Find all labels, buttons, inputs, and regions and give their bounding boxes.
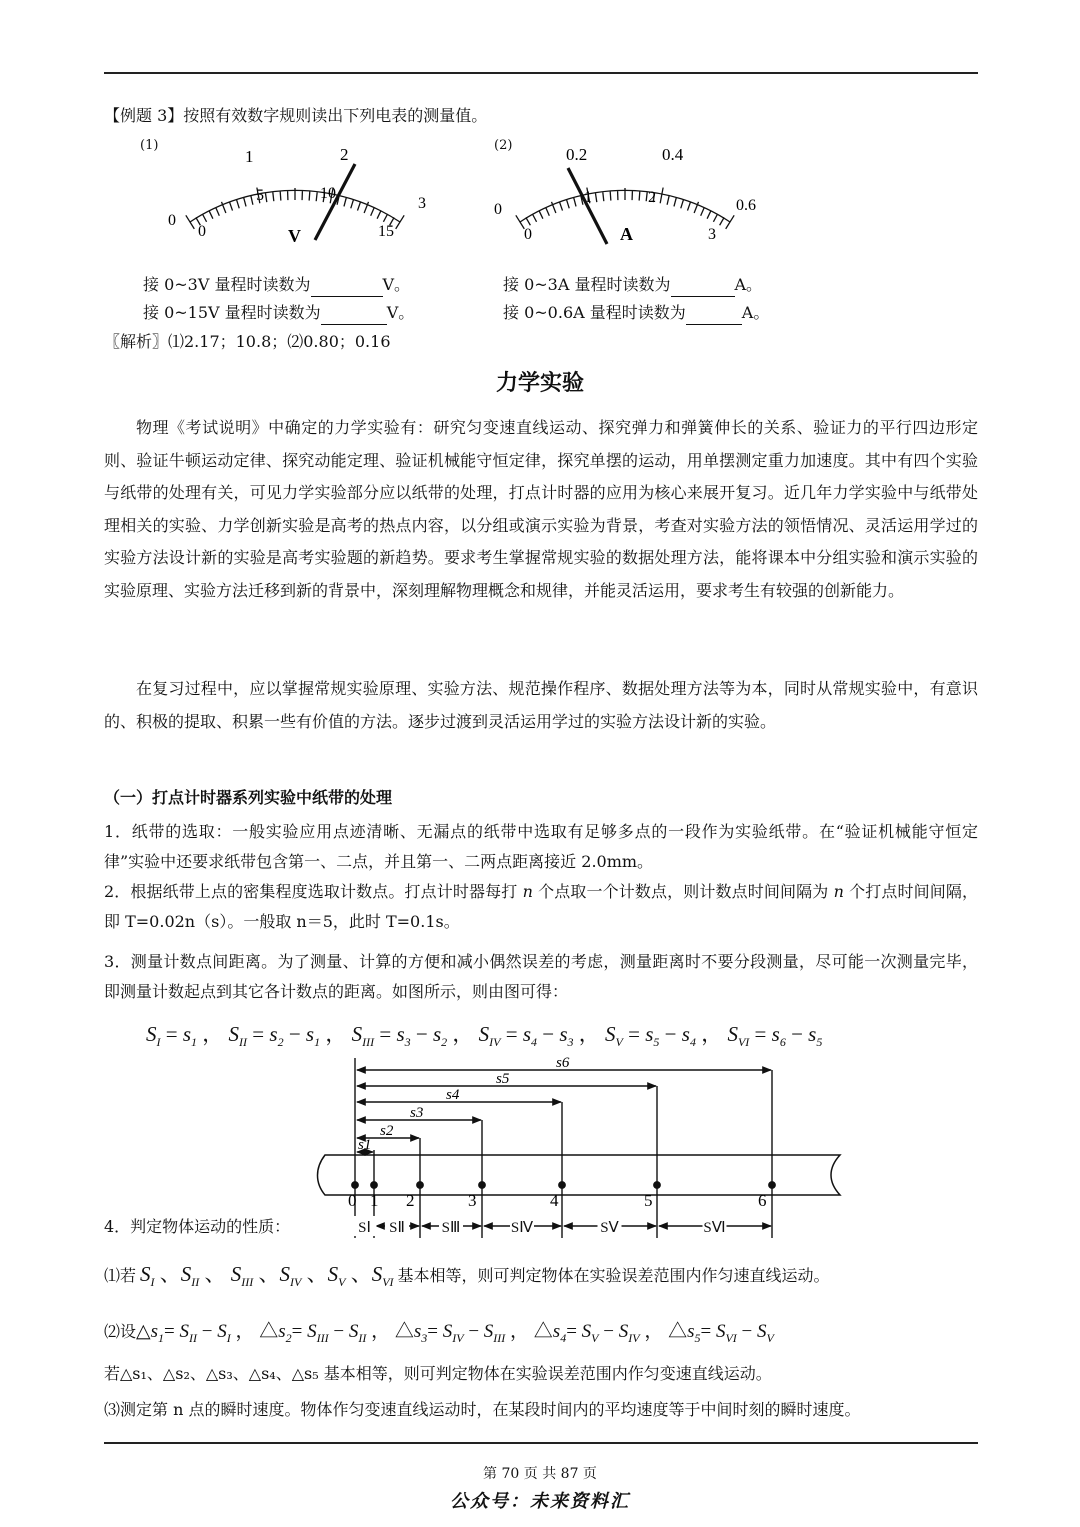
dial-tick bbox=[202, 214, 206, 222]
q-v15-prefix: 接 0~15V 量程时读数为 bbox=[143, 303, 321, 322]
item-2-n: n bbox=[522, 882, 533, 901]
q-v3-suffix: V。 bbox=[382, 275, 411, 294]
distance-label-s2: s2 bbox=[380, 1123, 394, 1139]
dial-tick bbox=[273, 192, 274, 201]
meter1-label: (1) bbox=[140, 138, 159, 153]
dial-tick bbox=[371, 207, 375, 215]
watermark: 公众号：未来资料汇 bbox=[450, 1491, 630, 1512]
item-4: 4．判定物体运动的性质： bbox=[104, 1217, 291, 1236]
voltmeter-unit-mark: V bbox=[288, 226, 301, 246]
voltmeter-needle bbox=[315, 164, 355, 240]
dial-tick bbox=[532, 214, 536, 222]
tape-dot bbox=[417, 1182, 423, 1188]
dial-tick bbox=[713, 214, 717, 222]
dial-tick bbox=[603, 192, 604, 201]
dial-tick bbox=[610, 192, 611, 201]
dial-tick bbox=[707, 211, 711, 219]
distance-label-s6: s6 bbox=[556, 1055, 570, 1071]
intro-paragraph: 物理《考试说明》中确定的力学实验有：研究匀变速直线运动、探究弹力和弹簧伸长的关系、验证力的平行四边形定则、验证牛顿运动定律、探究动能定理、验证机械能守恒定律，探究单摆的运动，用单摆测定重力加速度。其中有四个实验与纸带的处理有关，可见力学实验部分应以纸带的处理，打点计时器的应用为核心来展开复习。近几年力学实验中与纸带处理相关的实验、力学创新实验是高考的热点内容，以分组或演示实验为背景，考查对实验方法的领悟情况、灵活运用学过的实验方法设计新的实验是高考实验题的新趋势。要求考生掌握常规实验的数据处理方法，能将课本中分组实验和演示实验的实验原理、实验方法迁移到新的背景中，深刻理解物理概念和规律，并能灵活运用，要求考生有较强的创新能力。 bbox=[104, 418, 978, 600]
point-label-2: 2 bbox=[406, 1191, 415, 1210]
dial-tick bbox=[560, 202, 563, 210]
condition-1: ⑴若 $S_I$ 、$S_{II}$ 、 $S_{III}$ 、$S_{IV}$ 、$S_V$ 、$S_{VI}$ 基本相等，则可判定物体在实验误差范围内作匀速直线运动。 bbox=[104, 1262, 830, 1290]
tape-dot bbox=[371, 1182, 377, 1188]
segment-label: SⅣ bbox=[510, 1220, 534, 1236]
ammeter-needle bbox=[568, 168, 607, 244]
review-paragraph: 在复习过程中，应以掌握常规实验原理、实验方法、规范操作程序、数据处理方法等为本，同时从常规实验中，有意识的、积极的提取、积累一些有价值的方法。逐步过渡到灵活运用学过的实验方法设计新的实验。 bbox=[104, 679, 978, 731]
point-label-5: 5 bbox=[644, 1191, 653, 1210]
dial-tick bbox=[244, 198, 246, 207]
q-v15-suffix: V。 bbox=[386, 303, 415, 322]
v-bot-5: 5 bbox=[256, 187, 264, 204]
header-rule bbox=[104, 72, 978, 74]
footer-rule bbox=[104, 1442, 978, 1444]
distance-formula: $S_I = s_1$ ， $S_{II} = s_2 - s_1$ ， $S_{III} = s_3 - s_2$ ， $S_{IV} = s_4 - s_3$ ， $S_V = s_5 - s_4$ ， $S_{VI} = s_6 - s_5$ bbox=[146, 1022, 823, 1050]
item-2-part-a: 2．根据纸带上点的密集程度选取计数点。打点计时器每打 bbox=[104, 882, 523, 901]
dial-tick bbox=[316, 192, 317, 201]
distance-label-s3: s3 bbox=[410, 1105, 424, 1121]
dial-tick bbox=[357, 202, 360, 210]
dial-tick bbox=[344, 198, 346, 207]
dial-tick bbox=[209, 211, 213, 219]
segment-label: SⅡ bbox=[389, 1220, 405, 1236]
ammeter-ticks bbox=[516, 188, 734, 229]
dial-tick bbox=[186, 215, 194, 229]
dial-tick bbox=[660, 188, 663, 204]
distance-label-s5: s5 bbox=[496, 1071, 510, 1087]
tape-dot bbox=[352, 1182, 358, 1188]
point-label-0: 0 bbox=[348, 1191, 357, 1210]
tape-dot bbox=[559, 1182, 565, 1188]
q-a3-prefix: 接 0~3A 量程时读数为 bbox=[503, 275, 671, 294]
v-top-2: 2 bbox=[340, 145, 349, 164]
a-bot-1: 1 bbox=[584, 189, 592, 206]
dial-tick bbox=[674, 198, 676, 207]
dial-tick bbox=[526, 217, 530, 225]
answer-blank[interactable] bbox=[671, 278, 735, 297]
dial-tick bbox=[681, 200, 684, 209]
condition-2: ⑵设$\triangle s_1= S_{II} - S_I$ ， $\triangle s_2= S_{III} - S_{II}$ ， $\triangle s_3= S_{IV} - S_{III}$ ， $\triangle s_4= S_V - S_{IV}$ ， $\triangle s_5= S_{VI} - S_V$ bbox=[104, 1321, 774, 1345]
v-top-0: 0 bbox=[168, 212, 176, 229]
dial-tick bbox=[383, 214, 387, 222]
dial-tick bbox=[377, 211, 381, 219]
a-top-0: 0 bbox=[494, 201, 502, 218]
cond1-suffix: 基本相等，则可判定物体在实验误差范围内作匀速直线运动。 bbox=[397, 1266, 830, 1285]
v-bot-15: 15 bbox=[378, 223, 394, 240]
v-bot-10: 10 bbox=[320, 185, 336, 202]
cond1-prefix: ⑴若 bbox=[104, 1266, 137, 1285]
voltmeter-dial bbox=[160, 140, 450, 250]
dial-tick bbox=[280, 192, 281, 201]
item-2-part-c: 个打点时间间隔，即 bbox=[104, 882, 978, 931]
dial-tick bbox=[546, 207, 550, 215]
a-top-02: 0.2 bbox=[566, 145, 588, 164]
dial-tick bbox=[237, 200, 240, 209]
tape-dot bbox=[479, 1182, 485, 1188]
page-number: 第 70 页 共 87 页 bbox=[483, 1466, 597, 1482]
ammeter-unit-mark: A bbox=[620, 224, 633, 244]
item-2 bbox=[104, 877, 978, 937]
v-top-3: 3 bbox=[418, 195, 426, 212]
question-a-3 bbox=[503, 273, 762, 297]
v-top-1: 1 bbox=[245, 147, 254, 166]
dial-tick bbox=[351, 200, 354, 209]
point-label-1: 1 bbox=[370, 1191, 379, 1210]
v-bot-0: 0 bbox=[198, 223, 206, 240]
distance-label-s4: s4 bbox=[446, 1087, 460, 1103]
dial-tick bbox=[701, 207, 705, 215]
a-top-06: 0.6 bbox=[736, 197, 756, 214]
answer-blank[interactable] bbox=[311, 278, 383, 297]
distance-label-s1: s1 bbox=[358, 1137, 372, 1153]
question-v-3 bbox=[143, 273, 410, 297]
condition-3: 若△s₁、△s₂、△s₃、△s₄、△s₅ 基本相等，则可判定物体在实验误差范围内作匀变速直线运动。 bbox=[104, 1364, 772, 1383]
dial-tick bbox=[396, 215, 404, 229]
question-v-15 bbox=[143, 301, 414, 325]
dial-tick bbox=[687, 202, 690, 210]
q-a06-prefix: 接 0~0.6A 量程时读数为 bbox=[503, 303, 686, 322]
point-label-3: 3 bbox=[468, 1191, 477, 1210]
tape-dot bbox=[654, 1182, 660, 1188]
dial-tick bbox=[567, 200, 570, 209]
question-a-06 bbox=[503, 301, 769, 325]
a-top-04: 0.4 bbox=[662, 145, 684, 164]
q-a3-suffix: A。 bbox=[734, 275, 763, 294]
item-2-part-b: 个点取一个计数点，则计数点时间间隔为 bbox=[532, 882, 834, 901]
voltmeter-ticks bbox=[186, 188, 404, 229]
dial-tick bbox=[574, 198, 576, 207]
dial-tick bbox=[309, 192, 310, 201]
tape-dot bbox=[769, 1182, 775, 1188]
item-2-part-d: T=0.02n（s）。一般取 n＝5，此时 T=0.1s。 bbox=[125, 912, 460, 931]
dial-tick bbox=[726, 215, 734, 229]
dial-tick bbox=[667, 196, 669, 205]
dial-tick bbox=[230, 202, 233, 210]
dial-tick bbox=[539, 211, 543, 219]
segment-label: SⅥ bbox=[703, 1220, 726, 1236]
a-bot-0: 0 bbox=[524, 226, 532, 243]
paper-tape-diagram bbox=[310, 1050, 850, 1245]
dial-tick bbox=[251, 196, 253, 205]
point-label-4: 4 bbox=[550, 1191, 559, 1210]
section-title: 力学实验 bbox=[495, 371, 584, 396]
item-2-n: n bbox=[833, 882, 844, 901]
item-1: 1．纸带的选取：一般实验应用点迹清晰、无漏点的纸带中选取有足够多点的一段作为实验纸带。在“验证机械能守恒定律”实验中还要求纸带包含第一、二点，并且第一、二两点距离接近 2.0mm。 bbox=[104, 822, 978, 871]
meter2-label: (2) bbox=[494, 138, 513, 153]
dial-tick bbox=[720, 217, 724, 225]
segment-label: SⅠ bbox=[358, 1220, 371, 1236]
tape-outline bbox=[318, 1155, 841, 1195]
dial-tick bbox=[639, 192, 640, 201]
item-3: 3．测量计数点间距离。为了测量、计算的方便和减小偶然误差的考虑，测量距离时不要分段测量，尽可能一次测量完毕，即测量计数起点到其它各计数点的距离。如图所示，则由图可得： bbox=[104, 952, 978, 1001]
subsection-title: （一）打点计时器系列实验中纸带的处理 bbox=[104, 788, 393, 807]
answer-blank[interactable] bbox=[686, 306, 742, 325]
dial-tick bbox=[216, 207, 220, 215]
answer-blank[interactable] bbox=[321, 306, 387, 325]
a-bot-3: 3 bbox=[708, 226, 716, 243]
segment-label: SⅤ bbox=[600, 1220, 619, 1236]
q-v3-prefix: 接 0~3V 量程时读数为 bbox=[143, 275, 311, 294]
segment-label: SⅢ bbox=[441, 1220, 461, 1236]
point-label-6: 6 bbox=[758, 1191, 767, 1210]
dial-tick bbox=[595, 193, 596, 202]
q-a06-suffix: A。 bbox=[741, 303, 770, 322]
condition-4: ⑶测定第 n 点的瞬时速度。物体作匀变速直线运动时，在某段时间内的平均速度等于中间时刻的瞬时速度。 bbox=[104, 1400, 861, 1419]
a-bot-2: 2 bbox=[648, 189, 656, 206]
ammeter-dial bbox=[490, 140, 780, 250]
cond2-prefix: ⑵设 bbox=[104, 1322, 137, 1341]
example-heading: 【例题 3】按照有效数字规则读出下列电表的测量值。 bbox=[104, 106, 488, 125]
answer-analysis: 〖解析〗⑴2.17；10.8；⑵0.80；0.16 bbox=[104, 332, 391, 351]
dial-tick bbox=[265, 193, 266, 202]
